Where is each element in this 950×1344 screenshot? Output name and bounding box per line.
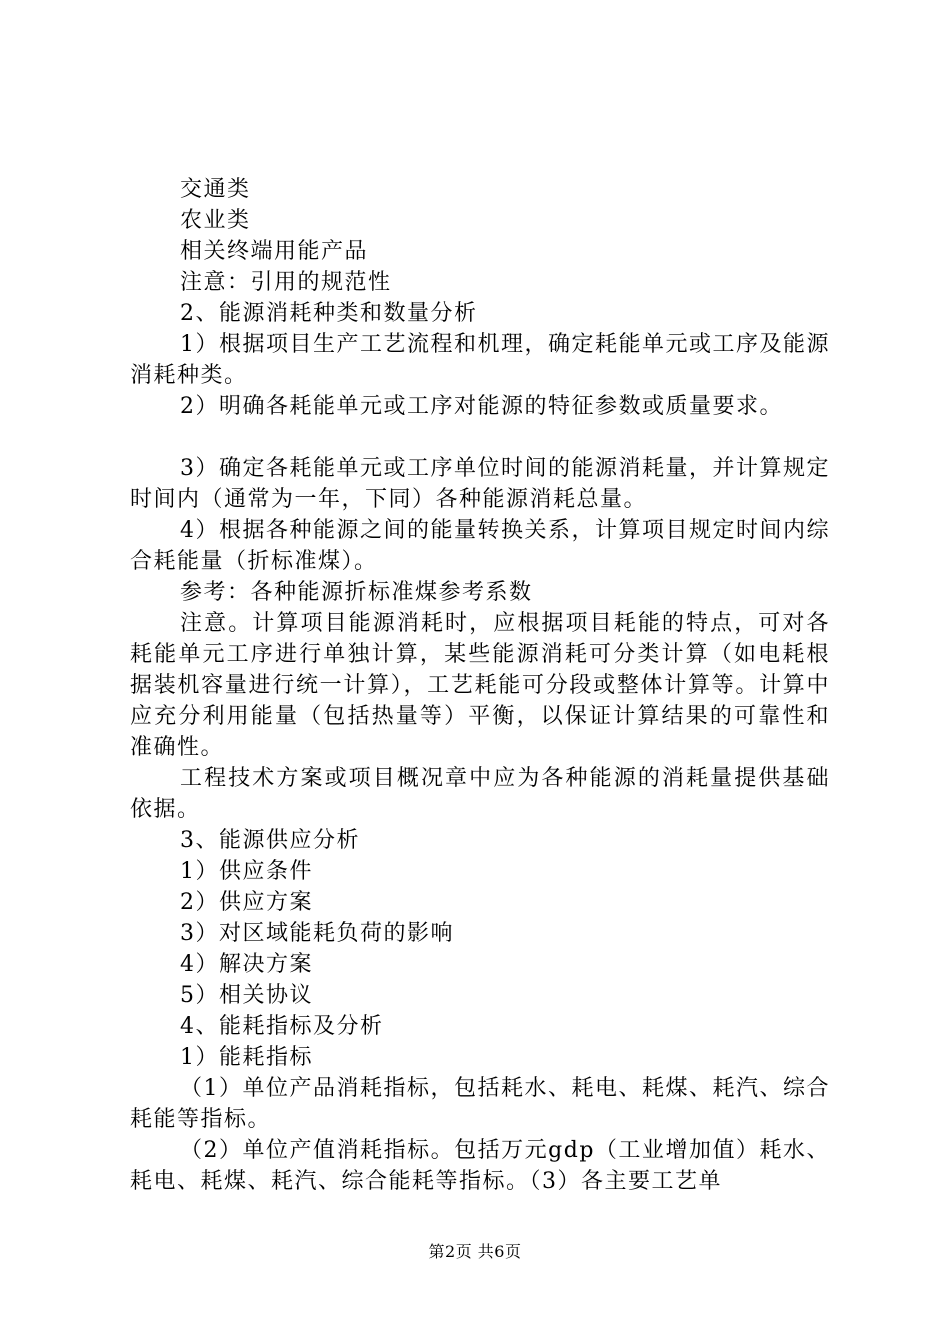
paragraph-reference: 参考：各种能源折标准煤参考系数 xyxy=(180,580,533,605)
list-item-solution: 4）解决方案 xyxy=(180,952,313,977)
section-heading-2: 2、能源消耗种类和数量分析 xyxy=(180,301,478,326)
paragraph-unit-output: （2）单位产值消耗指标。包括万元gdp（工业增加值）耗水、耗电、耗煤、耗汽、综合能耗等指标。（3）各主要工艺单 xyxy=(130,1138,830,1194)
document-body xyxy=(130,174,830,1197)
paragraph-note-calculation: 注意。计算项目能源消耗时，应根据项目耗能的特点，可对各耗能单元工序进行单独计算，某些能源消耗可分类计算（如电耗根据装机容量进行统一计算），工艺耗能可分段或整体计算等。计算中应充分利用能量（包括热量等）平衡，以保证计算结果的可靠性和准确性。 xyxy=(130,611,830,760)
blank-line xyxy=(130,422,830,453)
list-item-agreements: 5）相关协议 xyxy=(180,983,313,1008)
paragraph-basis: 工程技术方案或项目概况章中应为各种能源的消耗量提供基础依据。 xyxy=(130,766,830,822)
page-footer: 第2页 共6页 xyxy=(428,1242,522,1261)
paragraph-item-1: 1）根据项目生产工艺流程和机理，确定耗能单元或工序及能源消耗种类。 xyxy=(130,332,830,388)
section-heading-4: 4、能耗指标及分析 xyxy=(180,1014,384,1039)
paragraph-unit-product: （1）单位产品消耗指标，包括耗水、耗电、耗煤、耗汽、综合耗能等指标。 xyxy=(130,1076,830,1132)
paragraph-note-citation: 注意：引用的规范性 xyxy=(180,270,392,295)
paragraph-item-2: 2）明确各耗能单元或工序对能源的特征参数或质量要求。 xyxy=(180,394,783,419)
paragraph-transport: 交通类 xyxy=(180,177,251,202)
list-item-regional-impact: 3）对区域能耗负荷的影响 xyxy=(180,921,454,946)
paragraph-item-4: 4）根据各种能源之间的能量转换关系，计算项目规定时间内综合耗能量（折标准煤）。 xyxy=(130,518,830,574)
section-heading-3: 3、能源供应分析 xyxy=(180,828,360,853)
list-item-supply-plan: 2）供应方案 xyxy=(180,890,313,915)
paragraph-end-use-products: 相关终端用能产品 xyxy=(180,239,369,264)
list-item-supply-conditions: 1）供应条件 xyxy=(180,859,313,884)
list-item-energy-indicators: 1）能耗指标 xyxy=(180,1045,313,1070)
paragraph-agriculture: 农业类 xyxy=(180,208,251,233)
paragraph-item-3: 3）确定各耗能单元或工序单位时间的能源消耗量，并计算规定时间内（通常为一年，下同）各种能源消耗总量。 xyxy=(130,456,830,512)
